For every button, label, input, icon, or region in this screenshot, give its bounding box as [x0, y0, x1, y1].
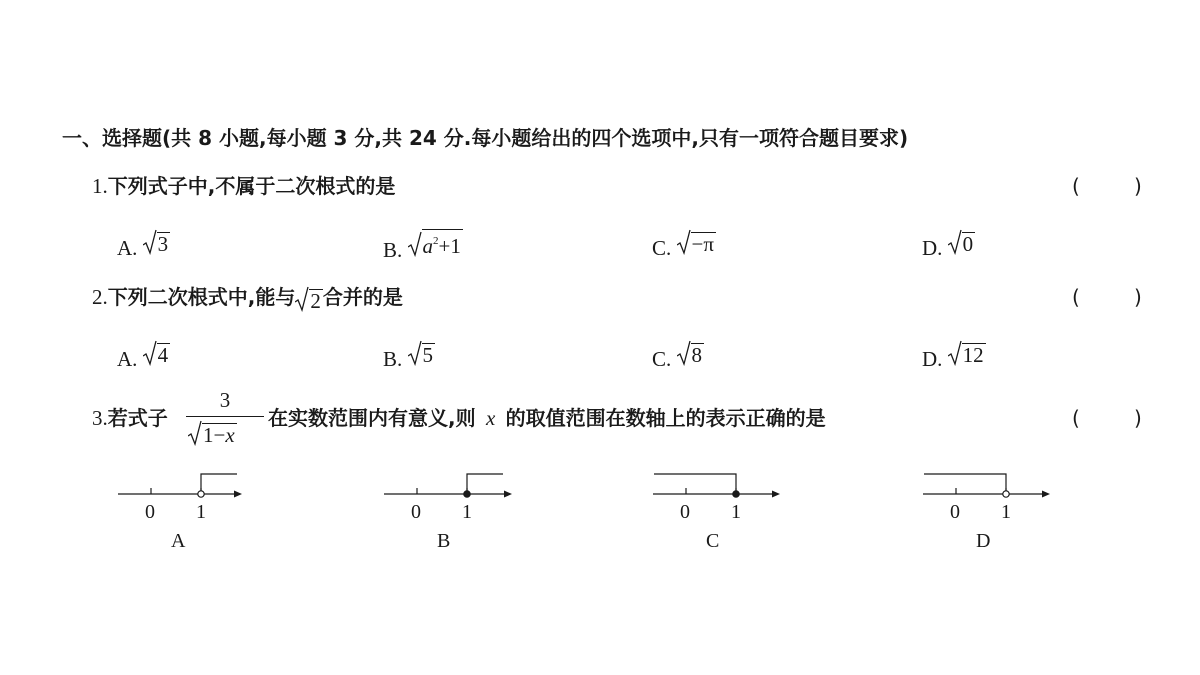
question-1-paren-open: (	[1072, 174, 1080, 198]
open-endpoint	[1003, 491, 1009, 497]
range-bracket	[924, 474, 1006, 494]
q2-option-b-letter: B.	[383, 347, 403, 371]
q2-option-c-letter: C.	[652, 347, 672, 371]
question-1-paren-close: )	[1134, 174, 1142, 198]
section-title: 一、选择题(共 8 小题,每小题 3 分,共 24 分.每小题给出的四个选项中,只有一项符合题目要求)	[62, 126, 909, 150]
option-letter: C	[706, 530, 720, 552]
q1-option-c-radicand: −π	[691, 232, 714, 256]
denominator-var: x	[225, 423, 235, 447]
q1-option-b-letter: B.	[383, 238, 403, 262]
tick-label-1: 1	[731, 501, 741, 523]
q2-option-d-radicand: 12	[962, 343, 984, 367]
question-3-paren-open: (	[1072, 406, 1080, 430]
fraction-numerator: 3	[219, 388, 231, 412]
q1-option-d-radicand: 0	[962, 232, 974, 256]
option-letter: A	[171, 530, 186, 552]
tick-label-0: 0	[950, 501, 960, 523]
question-3-var: x	[485, 406, 496, 430]
question-2-stem-before: 下列二次根式中,能与	[107, 285, 296, 309]
tick-label-0: 0	[680, 501, 690, 523]
tick-label-1: 1	[1001, 501, 1011, 523]
option-letter: D	[976, 530, 991, 552]
denominator-const: 1−	[203, 423, 226, 447]
question-3-stem-after: 的取值范围在数轴上的表示正确的是	[505, 406, 826, 430]
question-2-paren-close: )	[1134, 285, 1142, 309]
q1-option-b-rest: +1	[438, 234, 461, 258]
q1-option-b-exponent: 2	[433, 235, 439, 247]
q2-option-d-letter: D.	[922, 347, 943, 371]
q2-option-b-radicand: 5	[422, 343, 434, 367]
tick-label-0: 0	[411, 501, 421, 523]
axis-arrow-icon	[1042, 491, 1050, 498]
q1-option-c-letter: C.	[652, 236, 672, 260]
tick-label-1: 1	[196, 501, 206, 523]
q2-option-a-letter: A.	[117, 347, 138, 371]
question-3-paren-close: )	[1134, 406, 1142, 430]
question-1-number: 1.	[92, 174, 108, 198]
question-2-paren-open: (	[1072, 285, 1080, 309]
question-2-radicand: 2	[310, 288, 321, 313]
q2-option-c-radicand: 8	[691, 343, 703, 367]
question-2-stem-after: 合并的是	[322, 285, 403, 309]
option-letter: B	[437, 530, 451, 552]
question-1-stem: 下列式子中,不属于二次根式的是	[107, 174, 396, 198]
tick-label-1: 1	[462, 501, 472, 523]
q1-option-a-radicand: 3	[157, 232, 169, 256]
question-3-stem-before: 若式子	[107, 406, 168, 430]
q1-option-b-base: a	[422, 234, 434, 258]
question-2-number: 2.	[92, 285, 108, 309]
q1-option-a-letter: A.	[117, 236, 138, 260]
question-3-stem-middle: 在实数范围内有意义,则	[268, 406, 476, 430]
q1-option-d-letter: D.	[922, 236, 943, 260]
q2-option-a-radicand: 4	[157, 343, 169, 367]
question-3-number: 3.	[92, 406, 108, 430]
tick-label-0: 0	[145, 501, 155, 523]
